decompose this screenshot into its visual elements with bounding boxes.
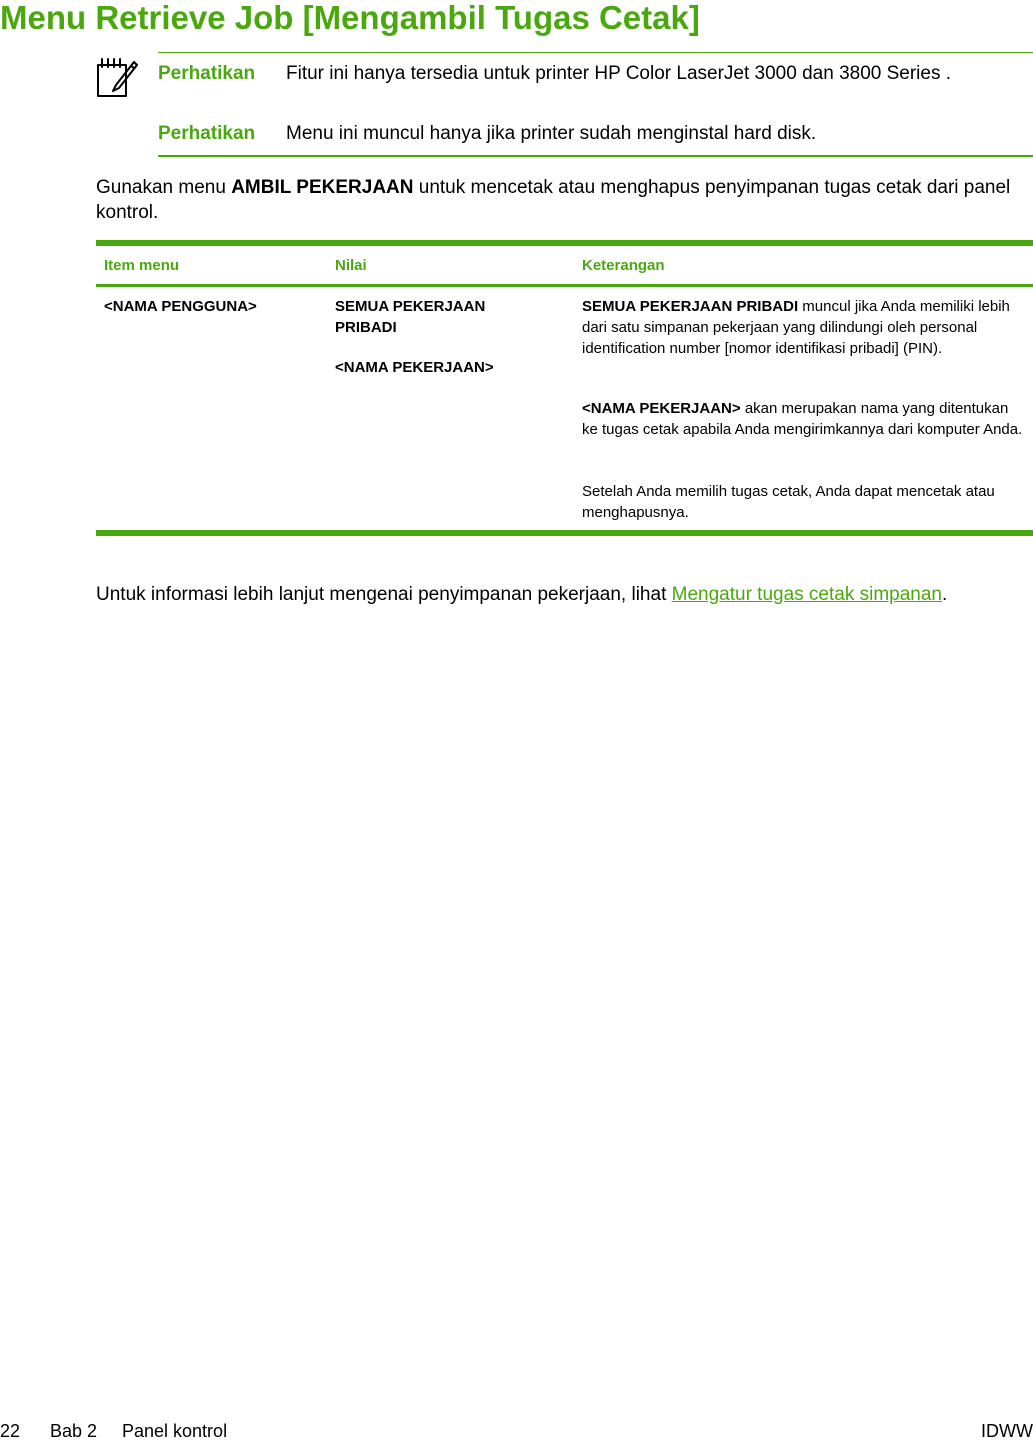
closing-text: Untuk informasi lebih lanjut mengenai penyimpanan pekerjaan, lihat bbox=[96, 584, 672, 605]
header-item-menu: Item menu bbox=[104, 257, 180, 274]
desc-text: Setelah Anda memilih tugas cetak, Anda dapat mencetak atau menghapusnya. bbox=[582, 483, 995, 521]
intro-paragraph bbox=[96, 175, 1033, 225]
cell-item bbox=[104, 296, 257, 317]
cell-description bbox=[582, 296, 1027, 359]
chapter-label: Bab 2 bbox=[50, 1421, 98, 1441]
note-label: Perhatikan bbox=[158, 123, 256, 144]
menu-name: AMBIL PEKERJAAN bbox=[231, 177, 414, 198]
desc-text: akan merupakan nama yang ditentukan ke tugas cetak apabila Anda mengirimkannya dari komputer Anda. bbox=[582, 400, 1023, 438]
note-text: Fitur ini hanya tersedia untuk printer HP Color LaserJet 3000 dan 3800 Series . bbox=[286, 63, 952, 84]
table-header-rule bbox=[96, 284, 1033, 287]
closing-paragraph bbox=[96, 584, 947, 606]
value-item: <NAMA PEKERJAAN> bbox=[335, 359, 494, 376]
desc-text: muncul jika Anda memiliki lebih dari satu simpanan pekerjaan yang dilindungi oleh personal identification number [nomor identifikasi pribadi] (PIN). bbox=[582, 298, 1010, 357]
page-title: Menu Retrieve Job [Mengambil Tugas Cetak] bbox=[0, 0, 700, 36]
cell-value bbox=[335, 296, 535, 338]
storage-link[interactable]: Mengatur tugas cetak simpanan bbox=[671, 584, 943, 605]
cell-description bbox=[582, 481, 1027, 523]
header-keterangan: Keterangan bbox=[582, 257, 665, 274]
intro-text: Gunakan menu bbox=[96, 177, 232, 198]
footer-code: IDWW bbox=[981, 1421, 1033, 1441]
intro-text: untuk mencetak atau menghapus penyimpanan tugas cetak dari panel kontrol. bbox=[96, 177, 1011, 223]
cell-value bbox=[335, 357, 535, 378]
table-bottom-rule bbox=[96, 530, 1033, 536]
note-top-rule bbox=[158, 52, 1033, 53]
note-label: Perhatikan bbox=[158, 63, 256, 84]
note-bottom-rule bbox=[158, 155, 1033, 157]
note-pencil-icon bbox=[96, 57, 138, 99]
value-item: SEMUA PEKERJAAN PRIBADI bbox=[335, 298, 486, 336]
desc-term: <NAMA PEKERJAAN> bbox=[582, 400, 741, 417]
closing-text: . bbox=[942, 584, 948, 605]
note-text: Menu ini muncul hanya jika printer sudah menginstal hard disk. bbox=[286, 123, 817, 144]
desc-term: SEMUA PEKERJAAN PRIBADI bbox=[582, 298, 799, 315]
chapter-title: Panel kontrol bbox=[122, 1421, 228, 1441]
table-top-rule bbox=[96, 240, 1033, 246]
cell-description bbox=[582, 398, 1027, 440]
page-number: 22 bbox=[0, 1421, 21, 1441]
cell-item-text: <NAMA PENGGUNA> bbox=[104, 298, 257, 315]
header-nilai: Nilai bbox=[335, 257, 367, 274]
